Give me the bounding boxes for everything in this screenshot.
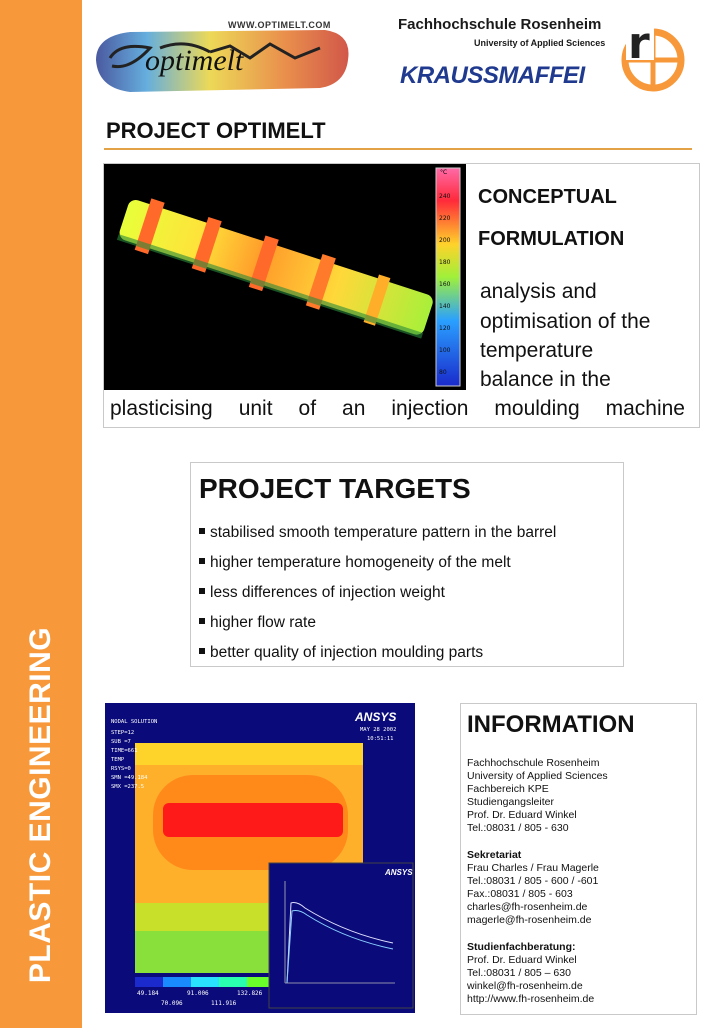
concept-text-line: analysis and <box>480 280 597 303</box>
bullet-icon <box>199 528 205 534</box>
simulation-info-line: NODAL SOLUTION <box>111 719 158 725</box>
info-line: Studiengangsleiter <box>467 796 554 808</box>
simulation-legend-label: 70.096 <box>161 1000 183 1007</box>
simulation-image <box>105 703 415 1013</box>
info-line: Tel.:08031 / 805 - 630 <box>467 822 569 834</box>
simulation-info-line: STEP=12 <box>111 730 135 736</box>
simulation-legend-label: 111.916 <box>211 1000 237 1007</box>
info-line: Prof. Dr. Eduard Winkel <box>467 809 577 821</box>
thermal-scale-label: 140 <box>439 303 451 310</box>
sidebar-label: PLASTIC ENGINEERING <box>24 626 57 984</box>
ansys-inset-logo: ANSYS <box>385 868 413 877</box>
bullet-icon <box>199 648 205 654</box>
thermal-scale-unit: °C <box>440 169 448 176</box>
email-link[interactable]: magerle@fh-rosenheim.de <box>467 914 592 926</box>
info-line: Tel.:08031 / 805 – 630 <box>467 967 571 979</box>
info-line: Frau Charles / Frau Magerle <box>467 862 599 874</box>
simulation-info-line: SMX =237.5 <box>111 784 145 790</box>
fh-subtitle: University of Applied Sciences <box>474 38 606 48</box>
simulation-info-line: SUB =7 <box>111 739 131 745</box>
simulation-info-line: RSYS=0 <box>111 766 131 772</box>
target-item: less differences of injection weight <box>199 584 445 602</box>
target-item: stabilised smooth temperature pattern in the barrel <box>199 524 556 542</box>
fh-emblem-logo <box>620 16 686 92</box>
info-section-title: Studienfachberatung: <box>467 941 576 953</box>
simulation-legend-label: 91.006 <box>187 990 209 997</box>
thermal-scale-label: 120 <box>439 325 451 332</box>
simulation-info-line: SMN =49.184 <box>111 775 148 781</box>
simulation-legend-label: 49.184 <box>137 990 159 997</box>
optimelt-logo <box>90 18 355 98</box>
info-line: Fachhochschule Rosenheim <box>467 757 600 769</box>
ansys-logo: ANSYS <box>355 710 397 724</box>
simulation-time: 10:51:11 <box>367 736 394 742</box>
simulation-info-line: TEMP <box>111 757 125 763</box>
email-link[interactable]: charles@fh-rosenheim.de <box>467 901 588 913</box>
sidebar-band <box>0 0 82 1028</box>
title-divider <box>104 148 692 150</box>
concept-text-line: optimisation of the <box>480 310 651 333</box>
thermal-scale-label: 220 <box>439 215 451 222</box>
simulation-legend-label: 132.826 <box>237 990 263 997</box>
target-item: better quality of injection moulding parts <box>199 644 483 662</box>
kraussmaffei-logo: KRAUSSMAFFEI <box>400 62 585 89</box>
info-line: University of Applied Sciences <box>467 770 608 782</box>
page-title: PROJECT OPTIMELT <box>106 118 326 143</box>
concept-text-line: temperature <box>480 339 594 362</box>
website-link[interactable]: http://www.fh-rosenheim.de <box>467 993 595 1005</box>
thermal-scale-label: 100 <box>439 347 451 354</box>
fh-name: Fachhochschule Rosenheim <box>398 16 602 33</box>
targets-heading: PROJECT TARGETS <box>199 473 471 504</box>
thermal-scale-label: 200 <box>439 237 451 244</box>
simulation-info-line: TIME=661 <box>111 748 138 754</box>
concept-heading-line1: CONCEPTUAL <box>478 186 617 208</box>
concept-text-last-line: plasticising unit of an injection moulding machine <box>110 397 685 420</box>
bullet-icon <box>199 618 205 624</box>
concept-heading-line2: FORMULATION <box>478 228 625 250</box>
thermal-scale-label: 160 <box>439 281 451 288</box>
info-line: Tel.:08031 / 805 - 600 / -601 <box>467 875 599 887</box>
thermal-scale-label: 80 <box>439 369 447 376</box>
thermal-image <box>104 164 466 390</box>
optimelt-logo-text: optimelt <box>145 44 244 77</box>
target-item: higher temperature homogeneity of the melt <box>199 554 511 572</box>
thermal-scale-label: 240 <box>439 193 451 200</box>
bullet-icon <box>199 558 205 564</box>
concept-text-line: balance in the <box>480 368 611 391</box>
thermal-scale-label: 180 <box>439 259 451 266</box>
info-line: Fax.:08031 / 805 - 603 <box>467 888 573 900</box>
information-heading: INFORMATION <box>467 711 635 738</box>
target-item: higher flow rate <box>199 614 316 632</box>
fh-emblem-letter: r <box>628 18 650 69</box>
info-section-title: Sekretariat <box>467 849 522 861</box>
bullet-icon <box>199 588 205 594</box>
optimelt-url: WWW.OPTIMELT.COM <box>228 20 331 30</box>
info-line: Fachbereich KPE <box>467 783 549 795</box>
simulation-date: MAY 28 2002 <box>360 727 397 733</box>
info-line: Prof. Dr. Eduard Winkel <box>467 954 577 966</box>
email-link[interactable]: winkel@fh-rosenheim.de <box>467 980 583 992</box>
